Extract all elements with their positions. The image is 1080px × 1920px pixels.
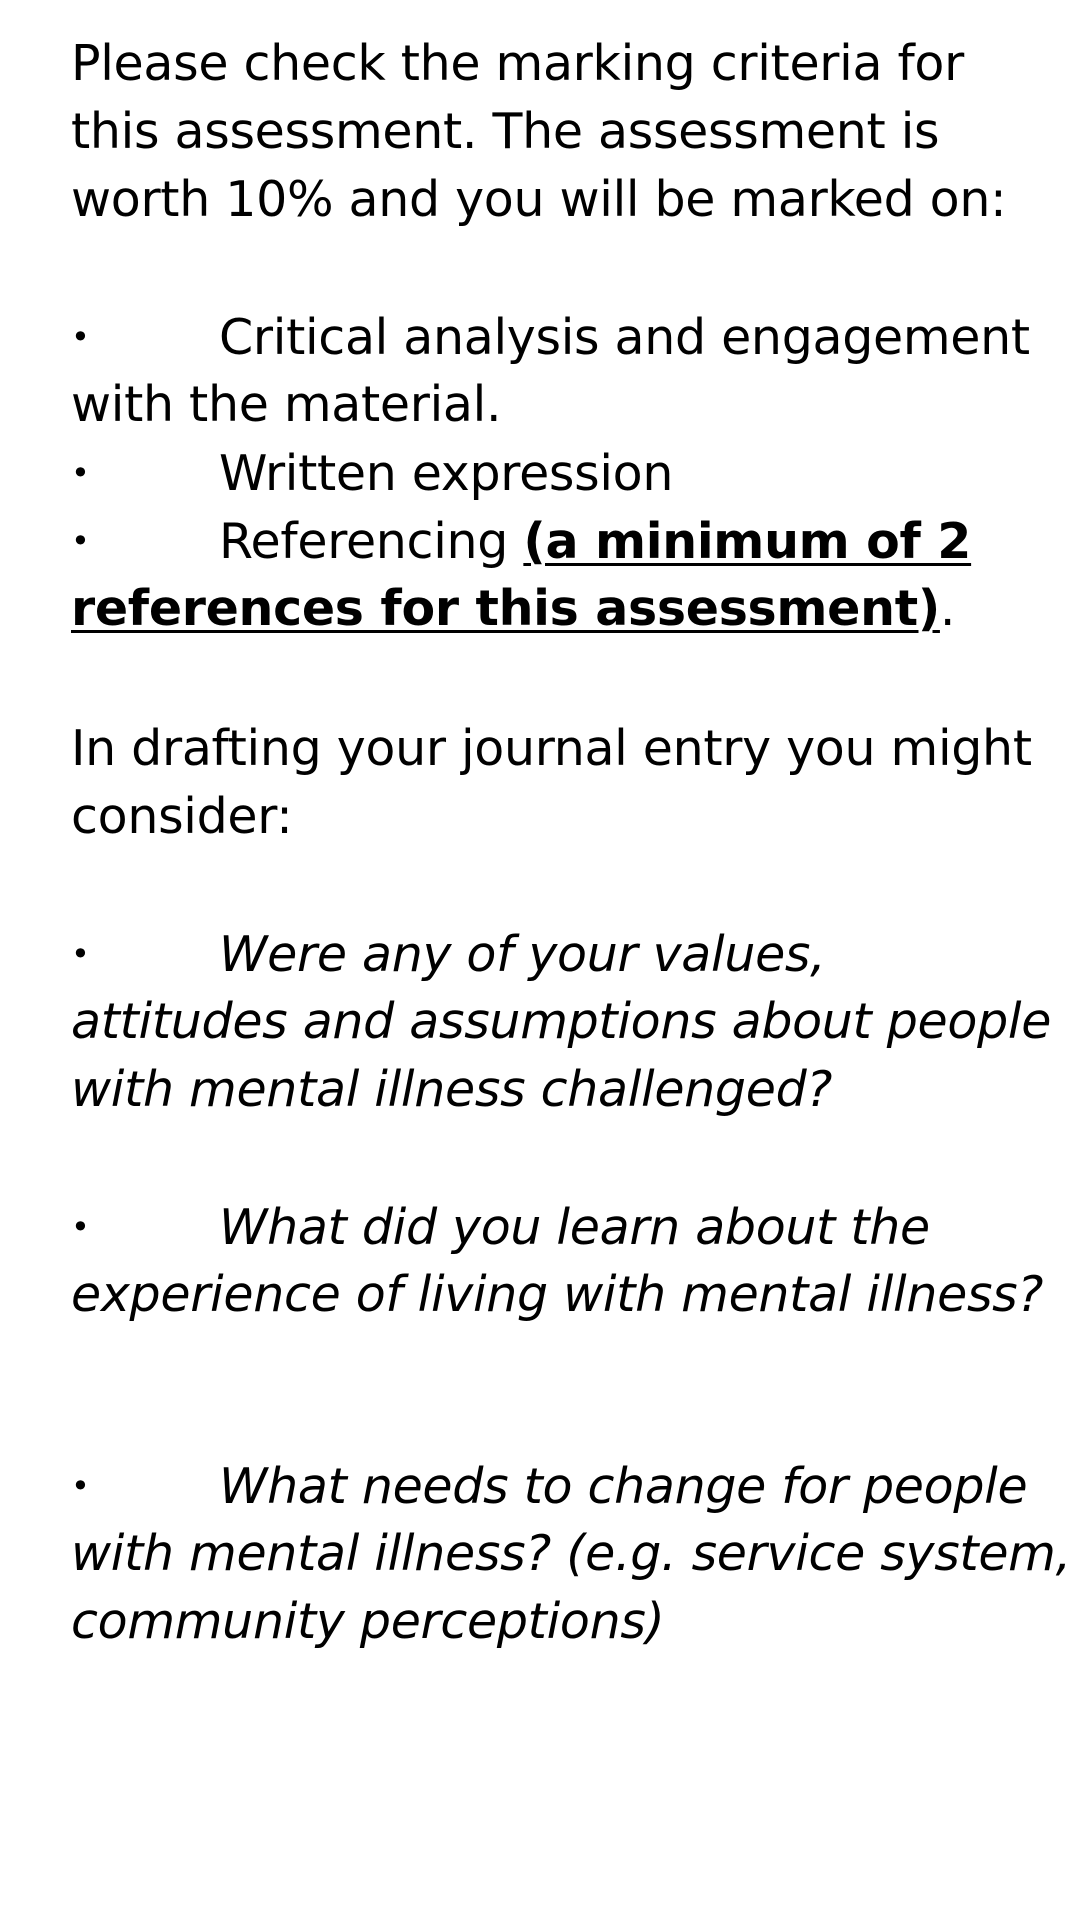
bullet-icon: •: [71, 935, 90, 973]
criteria-item-3-continued: [71, 575, 1051, 643]
question-2: [71, 1193, 1051, 1329]
question-2-line-2: experience of living with mental illness?: [71, 1266, 1044, 1323]
bullet-icon: •: [71, 1467, 90, 1505]
criteria-item-2-text: Written expression: [219, 445, 674, 502]
question-1-text: Were any of your values,: [219, 926, 826, 983]
question-1-line-1: [71, 920, 1051, 988]
criteria-item-1-text: Critical analysis and engagement: [219, 309, 1030, 366]
question-3-line-3: community perceptions): [71, 1593, 665, 1650]
intro-paragraph: [71, 30, 1051, 234]
bullet-icon: •: [71, 318, 90, 356]
question-2-line-1: [71, 1193, 1051, 1261]
bullet-icon: •: [71, 522, 90, 560]
question-3-line-1: [71, 1452, 1051, 1520]
criteria-item-2: [71, 439, 1051, 507]
bullet-icon: •: [71, 1208, 90, 1246]
question-2-text: What did you learn about the: [219, 1199, 930, 1256]
criteria-item-1: [71, 303, 1051, 371]
criteria-item-1-continued: with the material.: [71, 376, 502, 433]
references-requirement-continued: references for this assessment): [71, 580, 940, 637]
question-3-line-2: with mental illness? (e.g. service system,: [71, 1525, 1071, 1582]
drafting-line-1: In drafting your journal entry you might: [71, 720, 1032, 777]
question-3-text: What needs to change for people: [219, 1458, 1028, 1515]
references-requirement: (a minimum of 2: [523, 513, 972, 570]
intro-line-2: this assessment. The assessment is: [71, 103, 940, 160]
criteria-list: [71, 303, 1051, 643]
drafting-line-2: consider:: [71, 788, 293, 845]
question-1: [71, 920, 1051, 1124]
question-1-line-3: with mental illness challenged?: [71, 1061, 833, 1118]
criteria-item-3: [71, 507, 1051, 575]
drafting-paragraph: [71, 715, 1051, 851]
question-3: [71, 1452, 1071, 1656]
bullet-icon: •: [71, 454, 90, 492]
question-1-line-2: attitudes and assumptions about people: [71, 993, 1052, 1050]
intro-line-1: Please check the marking criteria for: [71, 35, 964, 92]
criteria-item-3-text: Referencing: [219, 513, 524, 570]
criteria-item-3-period: .: [939, 580, 956, 637]
intro-line-3: worth 10% and you will be marked on:: [71, 171, 1007, 228]
